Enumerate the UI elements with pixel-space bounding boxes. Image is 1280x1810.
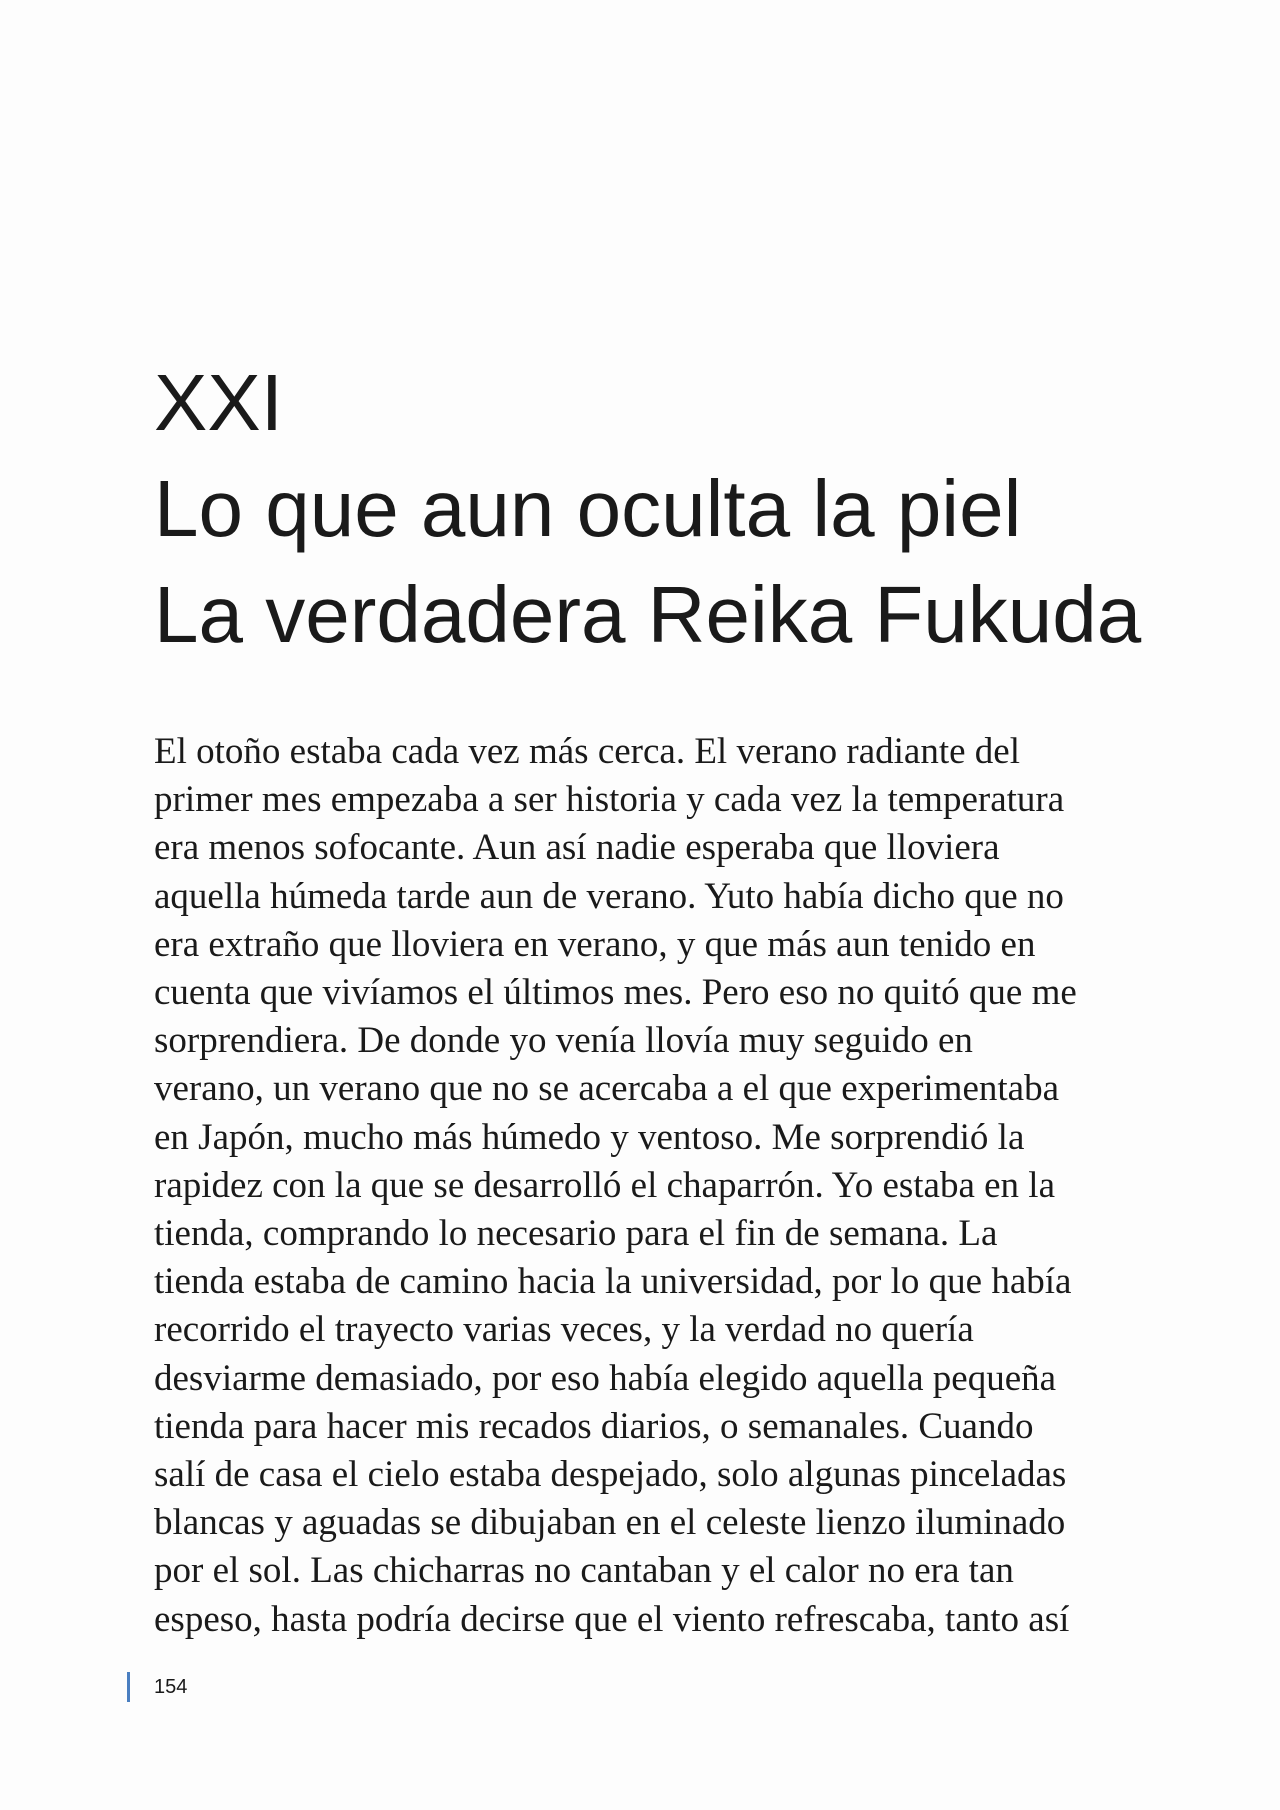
- text-line: desviarme demasiado, por eso había elegido aquella pequeña: [154, 1357, 1057, 1399]
- text-line: espeso, hasta podría decirse que el viento refrescaba, tanto así: [154, 1598, 1070, 1640]
- text-line: tienda para hacer mis recados diarios, o semanales. Cuando: [154, 1405, 1034, 1447]
- page-number: 154: [154, 1676, 188, 1698]
- text-line: aquella húmeda tarde aun de verano. Yuto había dicho que no: [154, 875, 1064, 917]
- text-line: era extraño que lloviera en verano, y que más aun tenido en: [154, 923, 1036, 965]
- text-line: en Japón, mucho más húmedo y ventoso. Me sorprendió la: [154, 1116, 1025, 1158]
- text-line: recorrido el trayecto varias veces, y la verdad no quería: [154, 1309, 974, 1351]
- text-line: verano, un verano que no se acercaba a el que experimentaba: [154, 1068, 1060, 1110]
- chapter-heading: [154, 350, 1154, 668]
- text-line: cuenta que vivíamos el últimos mes. Pero eso no quitó que me: [154, 972, 1077, 1014]
- text-line: tienda, comprando lo necesario para el fin de semana. La: [154, 1213, 998, 1255]
- text-line: por el sol. Las chicharras no cantaban y el calor no era tan: [154, 1550, 1014, 1592]
- text-line: sorprendiera. De donde yo venía llovía muy seguido en: [154, 1020, 973, 1062]
- text-line: era menos sofocante. Aun así nadie esperaba que lloviera: [154, 827, 1000, 869]
- text-line: El otoño estaba cada vez más cerca. El verano radiante del: [154, 731, 1020, 772]
- footer-rule: [127, 1672, 130, 1702]
- text-line: primer mes empezaba a ser historia y cada vez la temperatura: [154, 779, 1065, 821]
- chapter-title: Lo que aun oculta la piel: [154, 464, 1022, 553]
- text-line: blancas y aguadas se dibujaban en el celeste lienzo iluminado: [154, 1502, 1066, 1544]
- body-paragraph: [154, 728, 1154, 1644]
- text-line: tienda estaba de camino hacia la universidad, por lo que había: [154, 1261, 1072, 1303]
- chapter-subtitle: La verdadera Reika Fukuda: [154, 570, 1142, 659]
- chapter-number: XXI: [154, 358, 283, 447]
- text-line: salí de casa el cielo estaba despejado, solo algunas pinceladas: [154, 1454, 1067, 1496]
- text-line: rapidez con la que se desarrolló el chaparrón. Yo estaba en la: [154, 1164, 1056, 1206]
